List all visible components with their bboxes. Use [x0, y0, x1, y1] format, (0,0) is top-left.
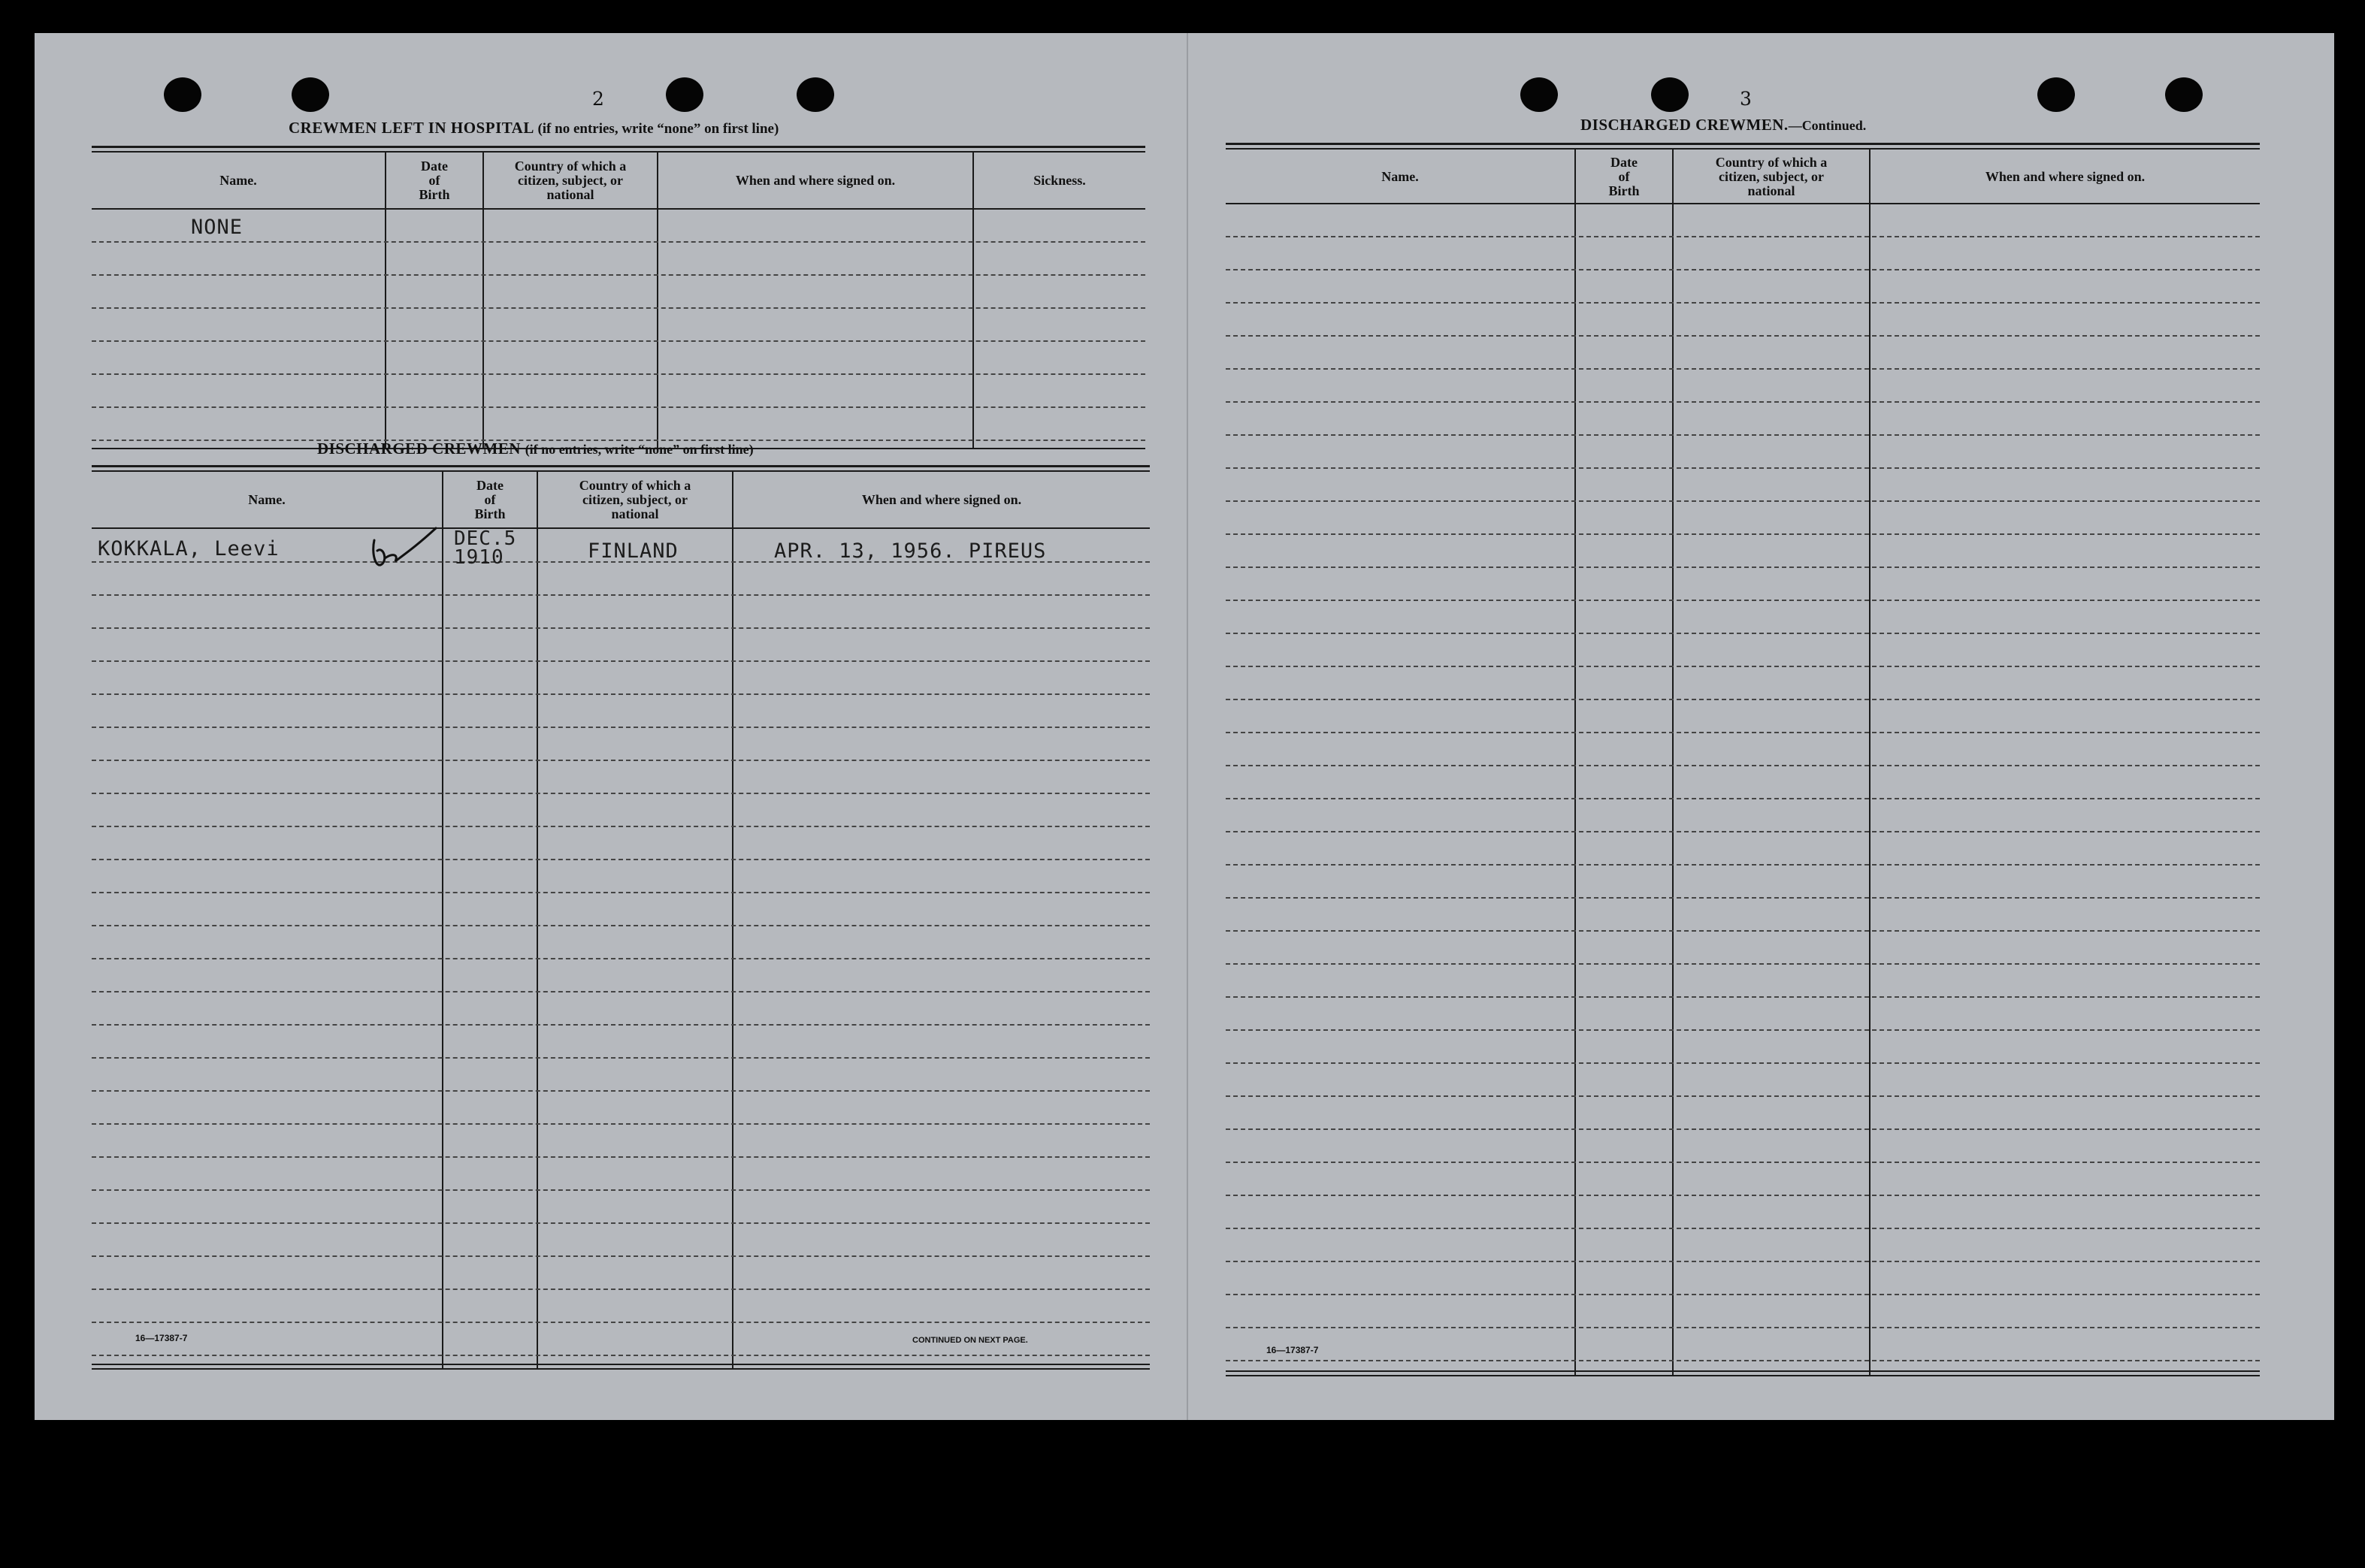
- discharged-section-title: [317, 440, 754, 458]
- continued-note: CONTINUED ON NEXT PAGE.: [912, 1336, 1028, 1345]
- left-page: [35, 33, 1187, 1420]
- page-number: 2: [592, 88, 604, 110]
- form-number: 16—17387-7: [135, 1333, 188, 1343]
- crewman-dob-line1: DEC.5: [454, 527, 517, 550]
- col-header-country: Country of which a citizen, subject, or national: [579, 478, 691, 521]
- discharged-subtitle-text: (if no entries, write “none” on first line): [525, 442, 754, 457]
- hospital-section-title: [289, 119, 779, 137]
- handwritten-mark: [368, 525, 440, 575]
- crewman-name: KOKKALA, Leevi: [98, 537, 280, 560]
- crewman-dob-line2: 1910: [454, 546, 504, 569]
- punch-hole: [1651, 77, 1689, 112]
- punch-hole: [797, 77, 834, 112]
- punch-hole: [1520, 77, 1558, 112]
- discharged-continued-table: [1226, 143, 2260, 1379]
- col-header-name: Name.: [219, 173, 257, 188]
- hospital-title-text: CREWMEN LEFT IN HOSPITAL: [289, 119, 534, 137]
- page-number: 3: [1740, 88, 1752, 110]
- hospital-entry-none: NONE: [191, 216, 243, 239]
- col-header-name: Name.: [1381, 168, 1419, 184]
- discharged-continued-title: [1580, 116, 1866, 134]
- crewman-signed-on: APR. 13, 1956. PIREUS: [774, 539, 1047, 563]
- col-header-country: Country of which a citizen, subject, or national: [514, 159, 627, 202]
- col-header-signed-on: When and where signed on.: [735, 173, 896, 188]
- punch-hole: [666, 77, 703, 112]
- col-header-sickness: Sickness.: [1033, 173, 1086, 188]
- col-header-signed-on: When and where signed on.: [861, 492, 1022, 507]
- punch-hole: [292, 77, 329, 112]
- form-number: 16—17387-7: [1266, 1345, 1319, 1355]
- punch-hole: [2037, 77, 2075, 112]
- hospital-table: [92, 146, 1145, 451]
- hospital-subtitle-text: (if no entries, write “none” on first line): [537, 121, 779, 137]
- col-header-date-of-birth: Date of Birth: [1608, 154, 1640, 198]
- col-header-date-of-birth: Date of Birth: [474, 478, 506, 521]
- col-header-date-of-birth: Date of Birth: [419, 159, 450, 202]
- col-header-name: Name.: [248, 492, 286, 507]
- document-scan: [35, 33, 2334, 1420]
- col-header-country: Country of which a citizen, subject, or national: [1715, 154, 1828, 198]
- punch-hole: [2165, 77, 2203, 112]
- crewman-country: FINLAND: [588, 539, 679, 563]
- discharged-table: [92, 465, 1150, 1374]
- punch-hole: [164, 77, 201, 112]
- right-page: [1187, 33, 2336, 1420]
- discharged-title-text: DISCHARGED CREWMEN: [317, 440, 521, 458]
- continued-title-text: DISCHARGED CREWMEN.: [1580, 116, 1789, 134]
- col-header-signed-on: When and where signed on.: [1985, 168, 2146, 184]
- continued-suffix: —Continued.: [1788, 118, 1867, 133]
